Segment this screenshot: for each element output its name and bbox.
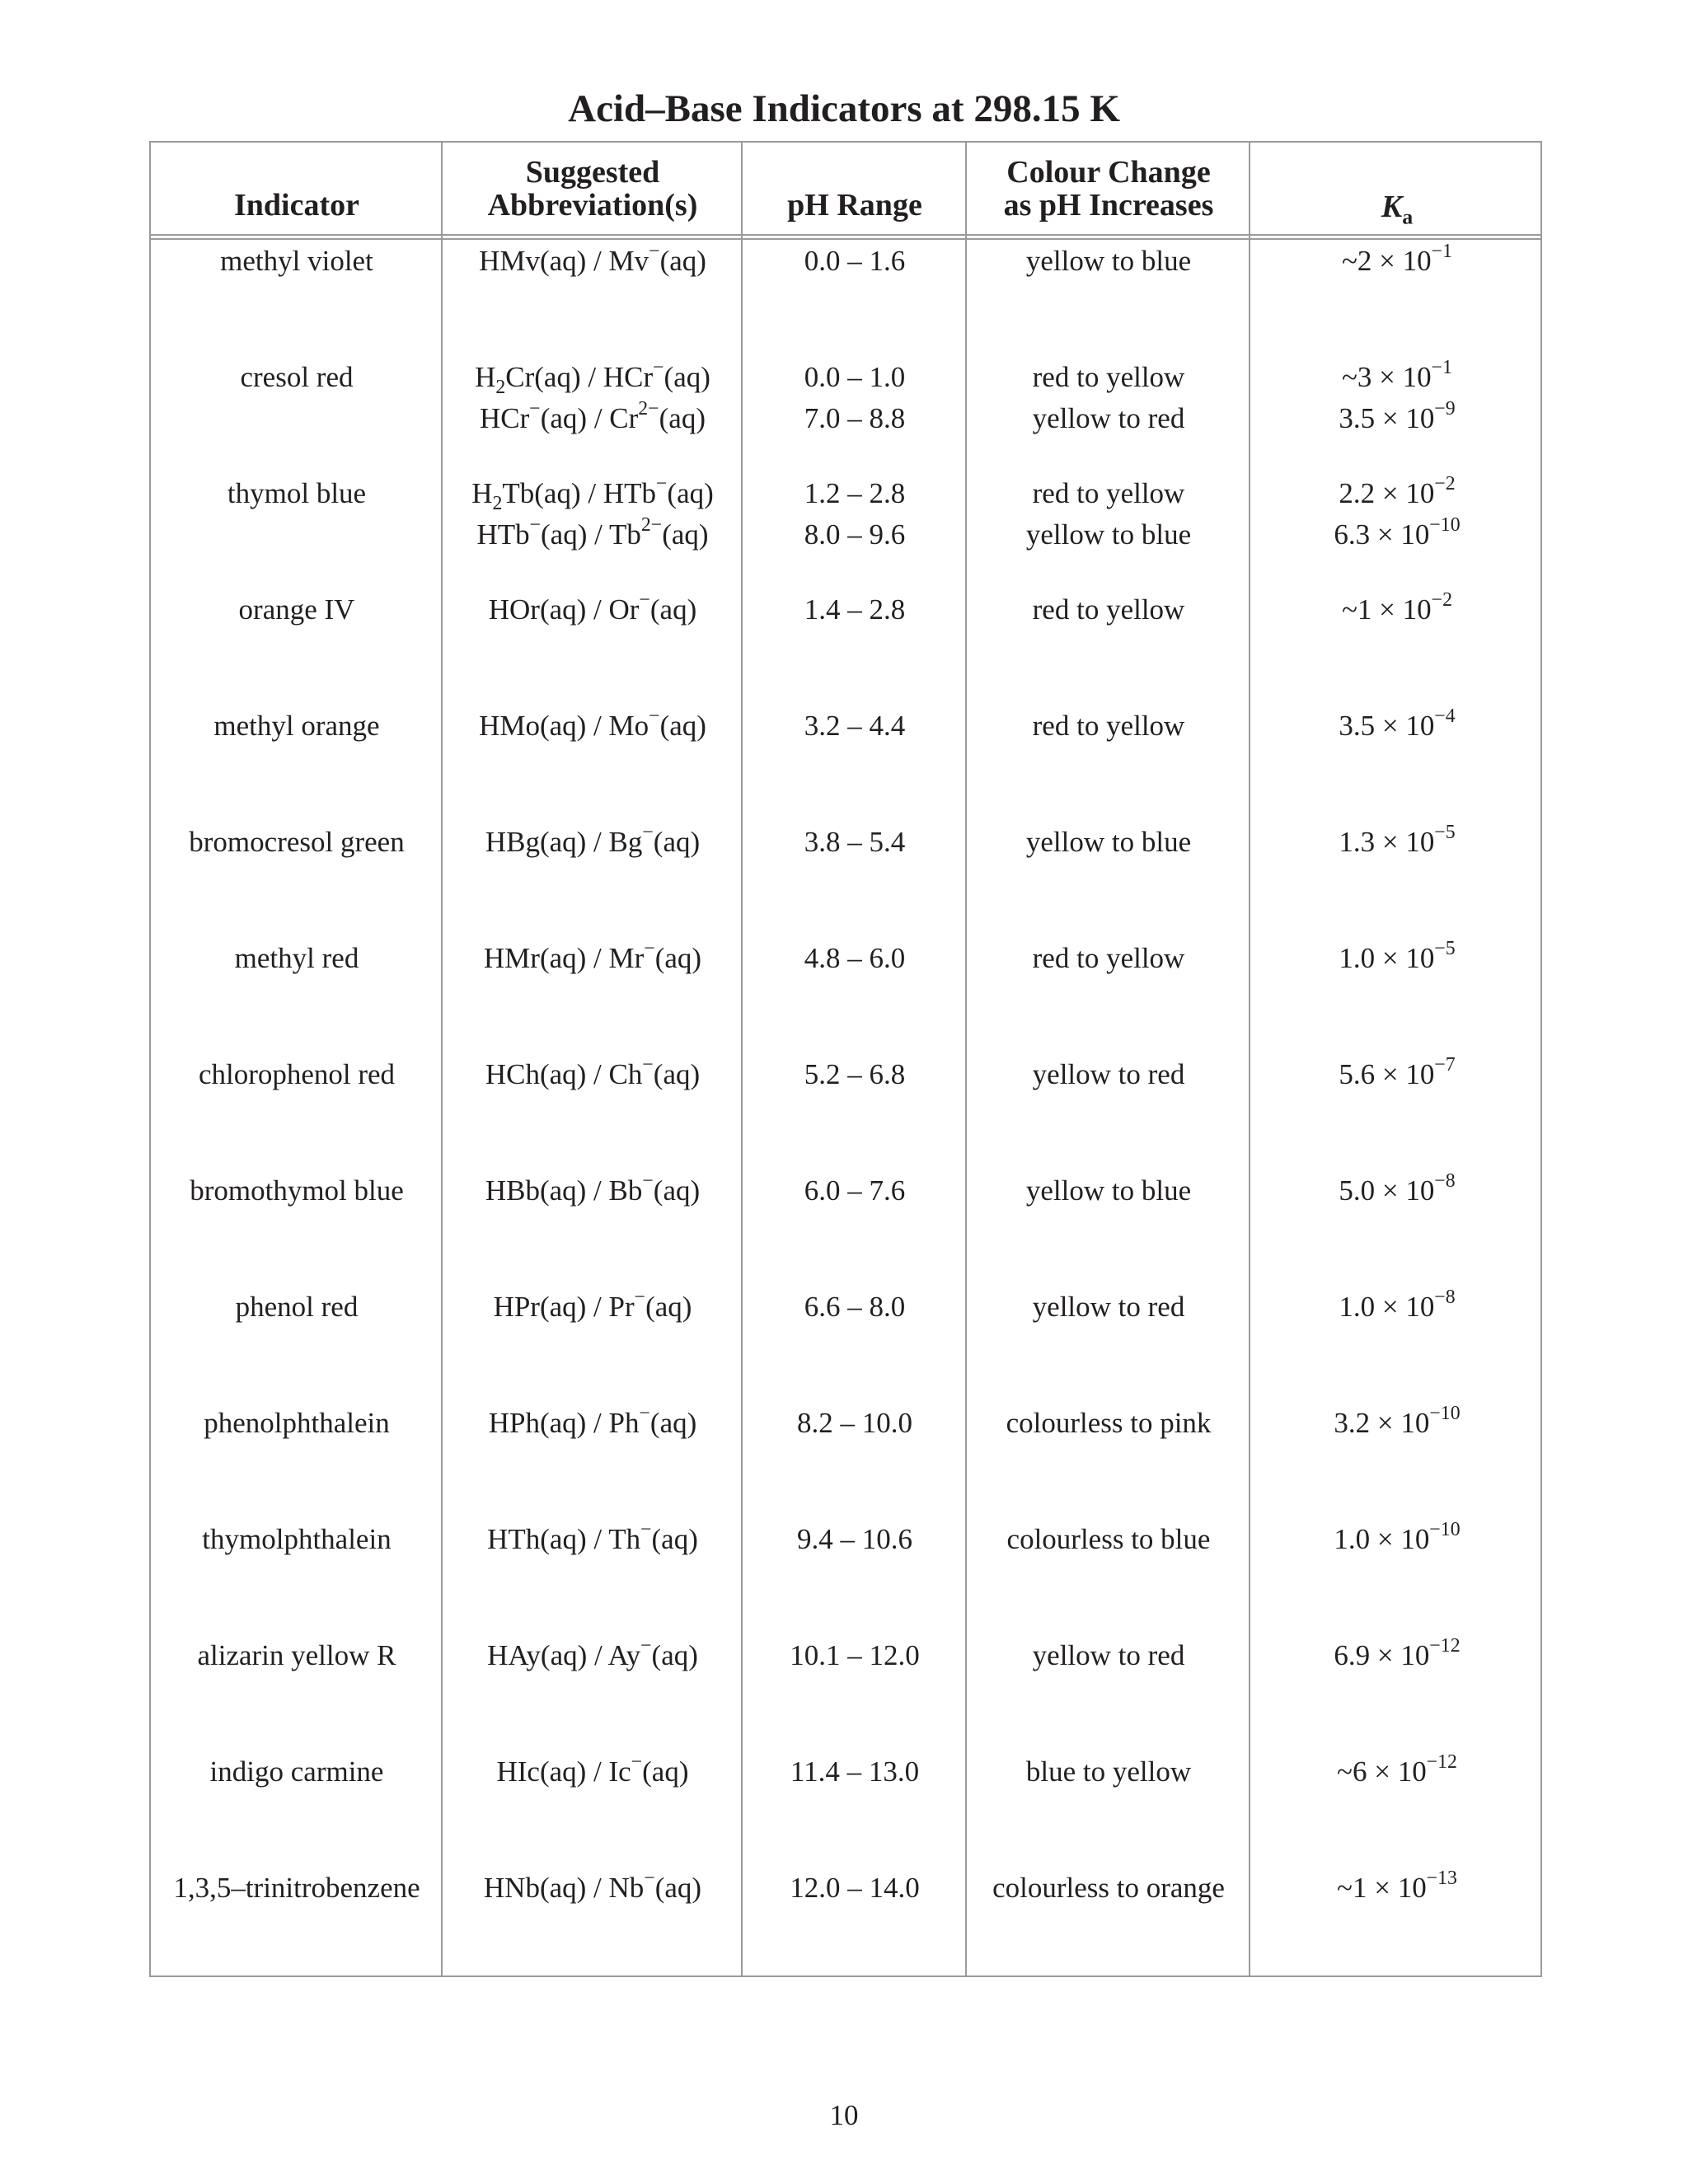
- indicator-name: indigo carmine: [209, 1755, 384, 1788]
- ph-range-cell: 6.6 – 8.0: [804, 1291, 906, 1323]
- colour-change-cell: red to yellow: [1032, 593, 1185, 626]
- colour-change-cell: yellow to red: [1032, 1639, 1185, 1671]
- ka-cell: $6.3 \times 10^{-10}$: [1334, 513, 1461, 551]
- ka-cell: ~1 × $10^{-2}$: [1341, 588, 1452, 626]
- header-abbreviation-line1: Suggested: [525, 155, 660, 190]
- indicator-table: [149, 141, 1542, 1977]
- header-rule: [151, 238, 1540, 240]
- colour-change-cell: colourless to pink: [1006, 1407, 1212, 1439]
- header-abbreviation-line2: Abbreviation(s): [487, 188, 698, 223]
- ph-range-cell: 0.0 – 1.6: [804, 245, 906, 277]
- colour-change-cell: red to yellow: [1032, 942, 1185, 974]
- indicator-name: thymolphthalein: [202, 1523, 392, 1555]
- ka-cell: $1.0 \times 10^{-5}$: [1339, 937, 1456, 974]
- abbreviation-cell: $HCr^-(aq) / Cr^{2-}(aq)$: [480, 397, 706, 434]
- indicator-name: phenolphthalein: [204, 1407, 390, 1439]
- indicator-name: cresol red: [240, 361, 354, 393]
- indicator-name: methyl orange: [213, 710, 380, 742]
- ka-cell: ~6 × $10^{-12}$: [1337, 1750, 1457, 1788]
- ph-range-cell: 8.0 – 9.6: [804, 518, 906, 551]
- indicator-name: bromothymol blue: [190, 1174, 404, 1207]
- abbreviation-cell: HNb(aq) / Nb−(aq): [483, 1867, 702, 1904]
- ph-range-cell: 6.0 – 7.6: [804, 1174, 906, 1207]
- ka-cell: ~2 × $10^{-1}$: [1341, 240, 1452, 277]
- indicator-name: phenol red: [235, 1291, 359, 1323]
- abbreviation-cell: $HTb^-(aq) / Tb^{2-}(aq)$: [476, 513, 709, 551]
- ka-cell: $5.0 \times 10^{-8}$: [1339, 1169, 1456, 1207]
- colour-change-cell: yellow to red: [1032, 402, 1185, 434]
- ka-cell: ~1 × $10^{-13}$: [1337, 1867, 1457, 1904]
- header-indicator: Indicator: [234, 188, 359, 223]
- ph-range-cell: 10.1 – 12.0: [790, 1639, 920, 1671]
- ph-range-cell: 8.2 – 10.0: [797, 1407, 912, 1439]
- abbreviation-cell: $H_2Tb(aq) / HTb^-(aq)$: [471, 472, 714, 514]
- ka-cell: $1.3 \times 10^{-5}$: [1339, 821, 1456, 858]
- indicator-name: 1,3,5–trinitrobenzene: [173, 1872, 420, 1904]
- indicator-name: methyl red: [234, 942, 359, 974]
- indicator-name: methyl violet: [220, 245, 373, 277]
- colour-change-cell: yellow to blue: [1025, 245, 1192, 277]
- ph-range-cell: 1.2 – 2.8: [804, 477, 906, 509]
- header-ka-symbol: K: [1381, 190, 1403, 224]
- ph-range-cell: 11.4 – 13.0: [790, 1755, 920, 1788]
- ka-cell: $1.0 \times 10^{-8}$: [1339, 1286, 1456, 1323]
- indicator-name: orange IV: [238, 593, 355, 626]
- header-rule: [151, 234, 1540, 236]
- colour-change-cell: colourless to orange: [992, 1872, 1225, 1904]
- ka-cell: $3.5 \times 10^{-4}$: [1339, 705, 1456, 742]
- indicator-name: chlorophenol red: [198, 1058, 396, 1090]
- ka-cell: $3.5 \times 10^{-9}$: [1339, 397, 1456, 434]
- header-colour-line1: Colour Change: [1006, 155, 1211, 190]
- header-ka-subscript: a: [1402, 204, 1414, 229]
- colour-change-cell: yellow to red: [1032, 1291, 1185, 1323]
- abbreviation-cell: HTh(aq) / Th−(aq): [487, 1518, 698, 1555]
- page-number: 10: [829, 2099, 859, 2131]
- ph-range-cell: 3.8 – 5.4: [804, 826, 906, 858]
- abbreviation-cell: HPh(aq) / Ph−(aq): [488, 1402, 697, 1439]
- ph-range-cell: 0.0 – 1.0: [804, 361, 906, 393]
- ph-range-cell: 3.2 – 4.4: [804, 710, 906, 742]
- colour-change-cell: red to yellow: [1032, 361, 1185, 393]
- ph-range-cell: 4.8 – 6.0: [804, 942, 906, 974]
- colour-change-cell: red to yellow: [1032, 710, 1185, 742]
- ka-cell: ~3 × $10^{-1}$: [1341, 356, 1452, 393]
- colour-change-cell: blue to yellow: [1025, 1755, 1192, 1788]
- ka-cell: $3.2 \times 10^{-10}$: [1334, 1402, 1461, 1439]
- ph-range-cell: 12.0 – 14.0: [790, 1872, 920, 1904]
- ph-range-cell: 1.4 – 2.8: [804, 593, 906, 626]
- indicator-name: bromocresol green: [189, 826, 405, 858]
- abbreviation-cell: HOr(aq) / Or−(aq): [488, 588, 697, 626]
- indicator-name: thymol blue: [227, 477, 367, 509]
- ph-range-cell: 5.2 – 6.8: [804, 1058, 906, 1090]
- abbreviation-cell: HIc(aq) / Ic−(aq): [496, 1750, 689, 1788]
- ka-cell: $2.2 \times 10^{-2}$: [1339, 472, 1456, 509]
- colour-change-cell: colourless to blue: [1006, 1523, 1211, 1555]
- abbreviation-cell: HMr(aq) / Mr−(aq): [483, 937, 702, 974]
- ka-cell: $6.9 \times 10^{-12}$: [1334, 1634, 1461, 1671]
- abbreviation-cell: HBg(aq) / Bg−(aq): [485, 821, 701, 858]
- abbreviation-cell: HMv(aq) / Mv−(aq): [479, 240, 706, 277]
- abbreviation-cell: HAy(aq) / Ay−(aq): [487, 1634, 698, 1671]
- header-ka: [1250, 190, 1544, 229]
- ka-cell: $5.6 \times 10^{-7}$: [1339, 1053, 1456, 1090]
- colour-change-cell: yellow to blue: [1025, 826, 1192, 858]
- ph-range-cell: 9.4 – 10.6: [797, 1523, 912, 1555]
- abbreviation-cell: HMo(aq) / Mo−(aq): [479, 705, 706, 742]
- indicator-name: alizarin yellow R: [197, 1639, 396, 1671]
- header-colour-line2: as pH Increases: [1003, 188, 1214, 223]
- colour-change-cell: yellow to blue: [1025, 1174, 1192, 1207]
- abbreviation-cell: $H_2Cr(aq) / HCr^-(aq)$: [475, 356, 710, 398]
- colour-change-cell: red to yellow: [1032, 477, 1185, 509]
- abbreviation-cell: HBb(aq) / Bb−(aq): [485, 1169, 701, 1207]
- ka-cell: $1.0 \times 10^{-10}$: [1334, 1518, 1461, 1555]
- header-ph-range: pH Range: [787, 188, 922, 223]
- abbreviation-cell: HCh(aq) / Ch−(aq): [485, 1053, 701, 1090]
- ph-range-cell: 7.0 – 8.8: [804, 402, 906, 434]
- page-title: Acid–Base Indicators at 298.15 K: [568, 87, 1120, 130]
- abbreviation-cell: HPr(aq) / Pr−(aq): [493, 1286, 692, 1323]
- colour-change-cell: yellow to blue: [1025, 518, 1192, 551]
- colour-change-cell: yellow to red: [1032, 1058, 1185, 1090]
